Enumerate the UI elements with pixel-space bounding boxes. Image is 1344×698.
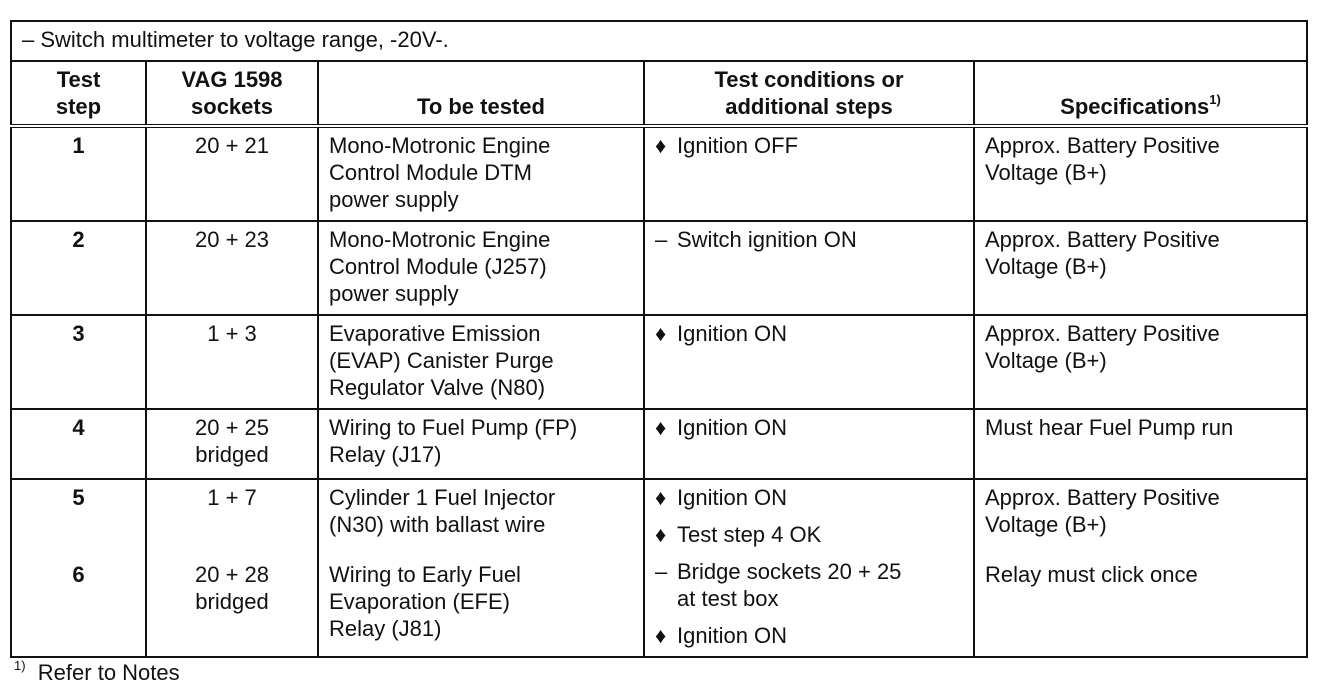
diamond-bullet-icon: ♦ [655, 415, 667, 440]
table-row [11, 409, 1307, 479]
condition-item: ♦ Ignition OFF [655, 133, 799, 158]
condition-item: ♦ Ignition ON [655, 485, 788, 510]
step-number: 4 [11, 409, 146, 479]
header-test-step: Test step [11, 61, 146, 126]
sockets-cell: 20 + 23 [146, 221, 318, 315]
header-to-be-tested: To be tested [318, 61, 644, 126]
diamond-bullet-icon: ♦ [655, 133, 667, 158]
conditions-cell [644, 409, 974, 479]
table-row [11, 479, 1307, 657]
table-row [11, 221, 1307, 315]
step-number: 3 [11, 315, 146, 409]
condition-item: – Switch ignition ON [655, 227, 857, 252]
diamond-bullet-icon: ♦ [655, 522, 667, 547]
table-row [11, 126, 1307, 221]
test-table [10, 20, 1308, 658]
condition-item: ♦ Ignition ON [655, 415, 788, 440]
conditions-cell [644, 221, 974, 315]
step-number: 1 [11, 126, 146, 221]
footnote-marker: 1) [1209, 91, 1221, 107]
sockets-cell: 20 + 25 bridged [146, 409, 318, 479]
instruction-note: – Switch multimeter to voltage range, -20V-. [11, 21, 1307, 61]
conditions-cell [644, 315, 974, 409]
footnote [14, 657, 180, 686]
sockets-cell: 1 + 7 20 + 28 bridged [146, 479, 318, 657]
spec-cell: Approx. Battery Positive Voltage (B+) Relay must click once [974, 479, 1307, 657]
instruction-row [11, 21, 1307, 61]
footnote-marker: 1) [14, 657, 26, 673]
step-number: 2 [11, 221, 146, 315]
sockets-cell: 20 + 21 [146, 126, 318, 221]
spec-cell: Approx. Battery Positive Voltage (B+) [974, 126, 1307, 221]
step-number: 6 [72, 562, 85, 587]
spec-cell: Approx. Battery Positive Voltage (B+) [974, 221, 1307, 315]
condition-item: ♦ Test step 4 OK [655, 522, 822, 547]
condition-item: – Bridge sockets 20 + 25 at test box [655, 559, 902, 611]
document-page [10, 20, 1306, 658]
table-row [11, 315, 1307, 409]
step-numbers [11, 479, 146, 657]
spec-cell: Approx. Battery Positive Voltage (B+) [974, 315, 1307, 409]
conditions-cell [644, 126, 974, 221]
spec-cell: Must hear Fuel Pump run [974, 409, 1307, 479]
footnote-text: Refer to Notes [37, 660, 180, 685]
tested-cell: Cylinder 1 Fuel Injector (N30) with ballast wire Wiring to Early Fuel Evaporation (EFE) Relay (J81) [318, 479, 644, 657]
header-conditions: Test conditions or additional steps [644, 61, 974, 126]
header-row [11, 61, 1307, 126]
conditions-cell [644, 479, 974, 657]
diamond-bullet-icon: ♦ [655, 321, 667, 346]
step-number: 5 [72, 485, 85, 510]
tested-cell: Mono-Motronic Engine Control Module DTM power supply [318, 126, 644, 221]
diamond-bullet-icon: ♦ [655, 485, 667, 510]
diamond-bullet-icon: ♦ [655, 623, 667, 648]
dash-bullet-icon: – [655, 227, 668, 252]
header-specifications: Specifications$^{1)}$ [974, 61, 1307, 126]
dash-bullet-icon: – [655, 559, 668, 584]
header-sockets: VAG 1598 sockets [146, 61, 318, 126]
condition-item: ♦ Ignition ON [655, 623, 788, 648]
sockets-cell: 1 + 3 [146, 315, 318, 409]
tested-cell: Wiring to Fuel Pump (FP) Relay (J17) [318, 409, 644, 479]
condition-item: ♦ Ignition ON [655, 321, 788, 346]
tested-cell: Mono-Motronic Engine Control Module (J257) power supply [318, 221, 644, 315]
tested-cell: Evaporative Emission (EVAP) Canister Purge Regulator Valve (N80) [318, 315, 644, 409]
